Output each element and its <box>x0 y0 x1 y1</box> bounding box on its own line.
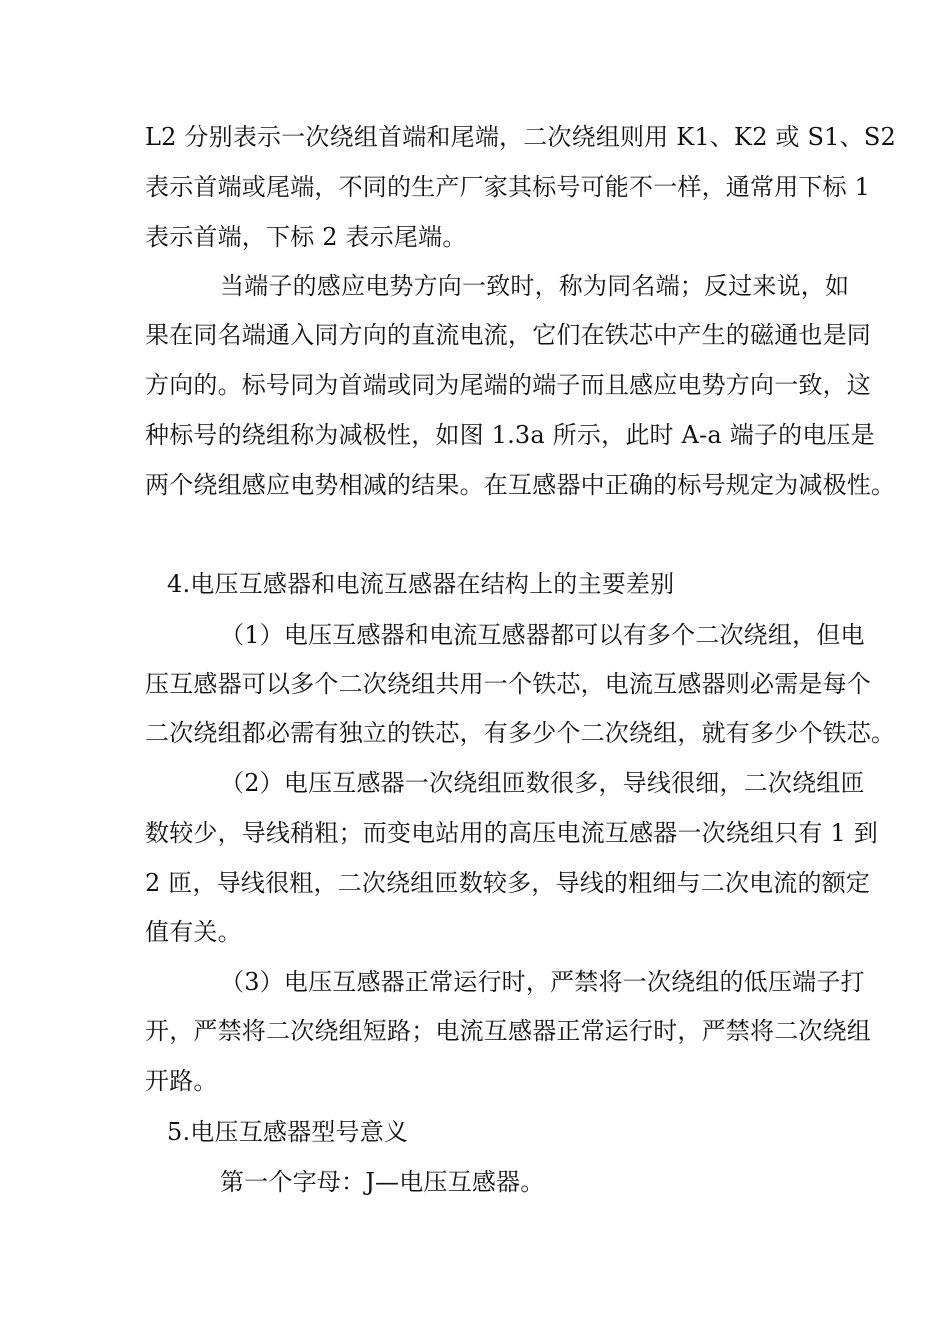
text-line: 值有关。 <box>145 918 242 946</box>
text-line: L2 分别表示一次绕组首端和尾端，二次绕组则用 K1、K2 或 S1、S2 <box>145 123 896 151</box>
text-line: 2 匝，导线很粗，二次绕组匝数较多，导线的粗细与二次电流的额定 <box>145 869 871 897</box>
text-line: 表示首端，下标 2 表示尾端。 <box>145 223 467 251</box>
text-line: （1）电压互感器和电流互感器都可以有多个二次绕组，但电 <box>220 621 865 649</box>
text-line: 二次绕组都必需有独立的铁芯，有多少个二次绕组，就有多少个铁芯。 <box>145 719 896 747</box>
text-line: 数较少，导线稍粗；而变电站用的高压电流互感器一次绕组只有 1 到 <box>145 819 878 847</box>
text-line: 种标号的绕组称为减极性，如图 1.3a 所示，此时 A-a 端子的电压是 <box>145 421 875 449</box>
section-heading: 4.电压互感器和电流互感器在结构上的主要差别 <box>167 570 675 598</box>
text-line: 压互感器可以多个二次绕组共用一个铁芯，电流互感器则必需是每个 <box>145 670 871 698</box>
text-line: 果在同名端通入同方向的直流电流，它们在铁芯中产生的磁通也是同 <box>145 321 871 349</box>
text-line: 表示首端或尾端，不同的生产厂家其标号可能不一样，通常用下标 1 <box>145 173 871 201</box>
text-line: 第一个字母：J—电压互感器。 <box>220 1168 545 1196</box>
text-line: 开路。 <box>145 1067 218 1095</box>
text-line: （2）电压互感器一次绕组匝数很多，导线很细，二次绕组匝 <box>220 769 865 797</box>
text-line: 方向的。标号同为首端或同为尾端的端子而且感应电势方向一致，这 <box>145 371 871 399</box>
text-line: 开，严禁将二次绕组短路；电流互感器正常运行时，严禁将二次绕组 <box>145 1017 871 1045</box>
text-line: 当端子的感应电势方向一致时，称为同名端；反过来说，如 <box>220 272 850 300</box>
text-line: （3）电压互感器正常运行时，严禁将一次绕组的低压端子打 <box>220 968 865 996</box>
text-line: 两个绕组感应电势相减的结果。在互感器中正确的标号规定为减极性。 <box>145 471 896 499</box>
section-heading: 5.电压互感器型号意义 <box>167 1118 409 1146</box>
